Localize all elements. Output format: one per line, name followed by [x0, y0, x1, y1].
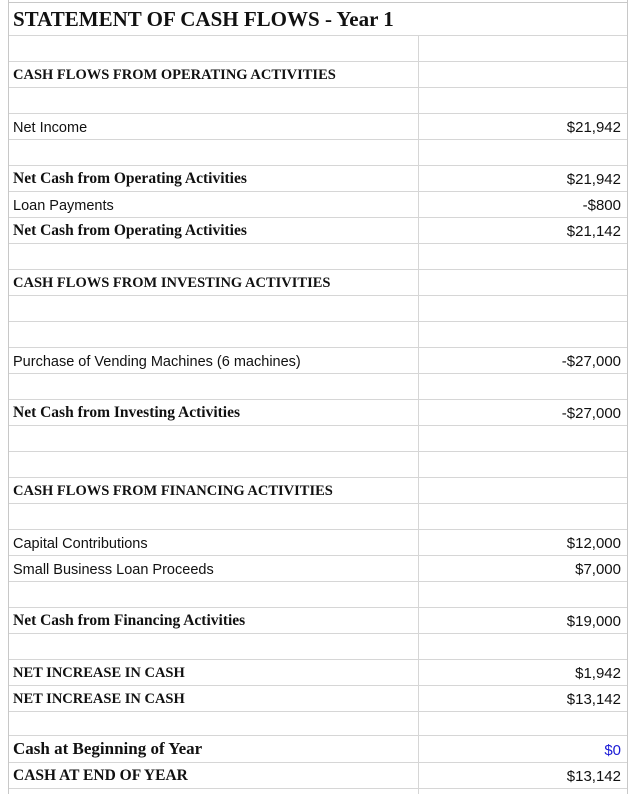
- title-row[interactable]: [9, 3, 627, 36]
- row-cash-beginning[interactable]: [9, 736, 627, 763]
- section-header-investing[interactable]: [9, 270, 627, 296]
- row-loan-payments[interactable]: [9, 192, 627, 218]
- row-value: -$27,000: [561, 353, 621, 370]
- spacer-row[interactable]: [9, 504, 627, 530]
- spacer-row[interactable]: [9, 452, 627, 478]
- row-value: $19,000: [566, 613, 621, 630]
- row-value: $1,942: [575, 665, 621, 682]
- spacer-row[interactable]: [9, 296, 627, 322]
- row-label: NET INCREASE IN CASH: [9, 660, 419, 685]
- row-label: Small Business Loan Proceeds: [9, 556, 419, 581]
- row-label: Net Income: [9, 114, 419, 139]
- row-label: Loan Payments: [9, 192, 419, 217]
- row-label: Net Cash from Financing Activities: [9, 608, 419, 633]
- row-loan-proceeds[interactable]: [9, 556, 627, 582]
- spacer-row[interactable]: [9, 322, 627, 348]
- spacer-row[interactable]: [9, 426, 627, 452]
- row-net-cash-operating-2[interactable]: [9, 218, 627, 244]
- section-label: CASH FLOWS FROM FINANCING ACTIVITIES: [9, 478, 419, 503]
- row-label: Net Cash from Operating Activities: [9, 166, 419, 191]
- row-label: Purchase of Vending Machines (6 machines): [9, 348, 419, 373]
- row-net-cash-operating-1[interactable]: [9, 166, 627, 192]
- row-cash-end[interactable]: [9, 763, 627, 789]
- spacer-row[interactable]: [9, 244, 627, 270]
- spreadsheet: [8, 0, 628, 794]
- spacer-row[interactable]: [9, 374, 627, 400]
- row-value: $21,942: [566, 119, 621, 136]
- section-header-operating[interactable]: [9, 62, 627, 88]
- row-label: Capital Contributions: [9, 530, 419, 555]
- row-value: $0: [604, 742, 621, 759]
- row-net-increase-2[interactable]: [9, 686, 627, 712]
- row-net-income[interactable]: [9, 114, 627, 140]
- spacer-row[interactable]: [9, 582, 627, 608]
- section-label: CASH FLOWS FROM INVESTING ACTIVITIES: [9, 270, 419, 295]
- row-value: $12,000: [566, 535, 621, 552]
- spacer-row[interactable]: [9, 634, 627, 660]
- row-value: $7,000: [575, 561, 621, 578]
- spacer-row[interactable]: [9, 88, 627, 114]
- spacer-row[interactable]: [9, 36, 627, 62]
- row-label: Net Cash from Operating Activities: [9, 218, 419, 243]
- section-label: CASH FLOWS FROM OPERATING ACTIVITIES: [9, 62, 419, 87]
- page-title: STATEMENT OF CASH FLOWS - Year 1: [13, 7, 394, 31]
- row-value: $21,942: [566, 171, 621, 188]
- row-purchase-vending[interactable]: [9, 348, 627, 374]
- row-value: $21,142: [566, 223, 621, 240]
- spacer-row[interactable]: [9, 712, 627, 736]
- row-label: NET INCREASE IN CASH: [9, 686, 419, 711]
- row-label: Net Cash from Investing Activities: [9, 400, 419, 425]
- row-capital-contributions[interactable]: [9, 530, 627, 556]
- row-value: $13,142: [566, 768, 621, 785]
- row-net-increase-1[interactable]: [9, 660, 627, 686]
- row-label: CASH AT END OF YEAR: [9, 763, 419, 788]
- spacer-row[interactable]: [9, 140, 627, 166]
- row-value: $13,142: [566, 691, 621, 708]
- row-label: Cash at Beginning of Year: [9, 736, 419, 762]
- section-header-financing[interactable]: [9, 478, 627, 504]
- row-net-cash-financing[interactable]: [9, 608, 627, 634]
- spacer-row[interactable]: [9, 789, 627, 794]
- row-net-cash-investing[interactable]: [9, 400, 627, 426]
- row-value: -$800: [582, 197, 621, 214]
- row-value: -$27,000: [561, 405, 621, 422]
